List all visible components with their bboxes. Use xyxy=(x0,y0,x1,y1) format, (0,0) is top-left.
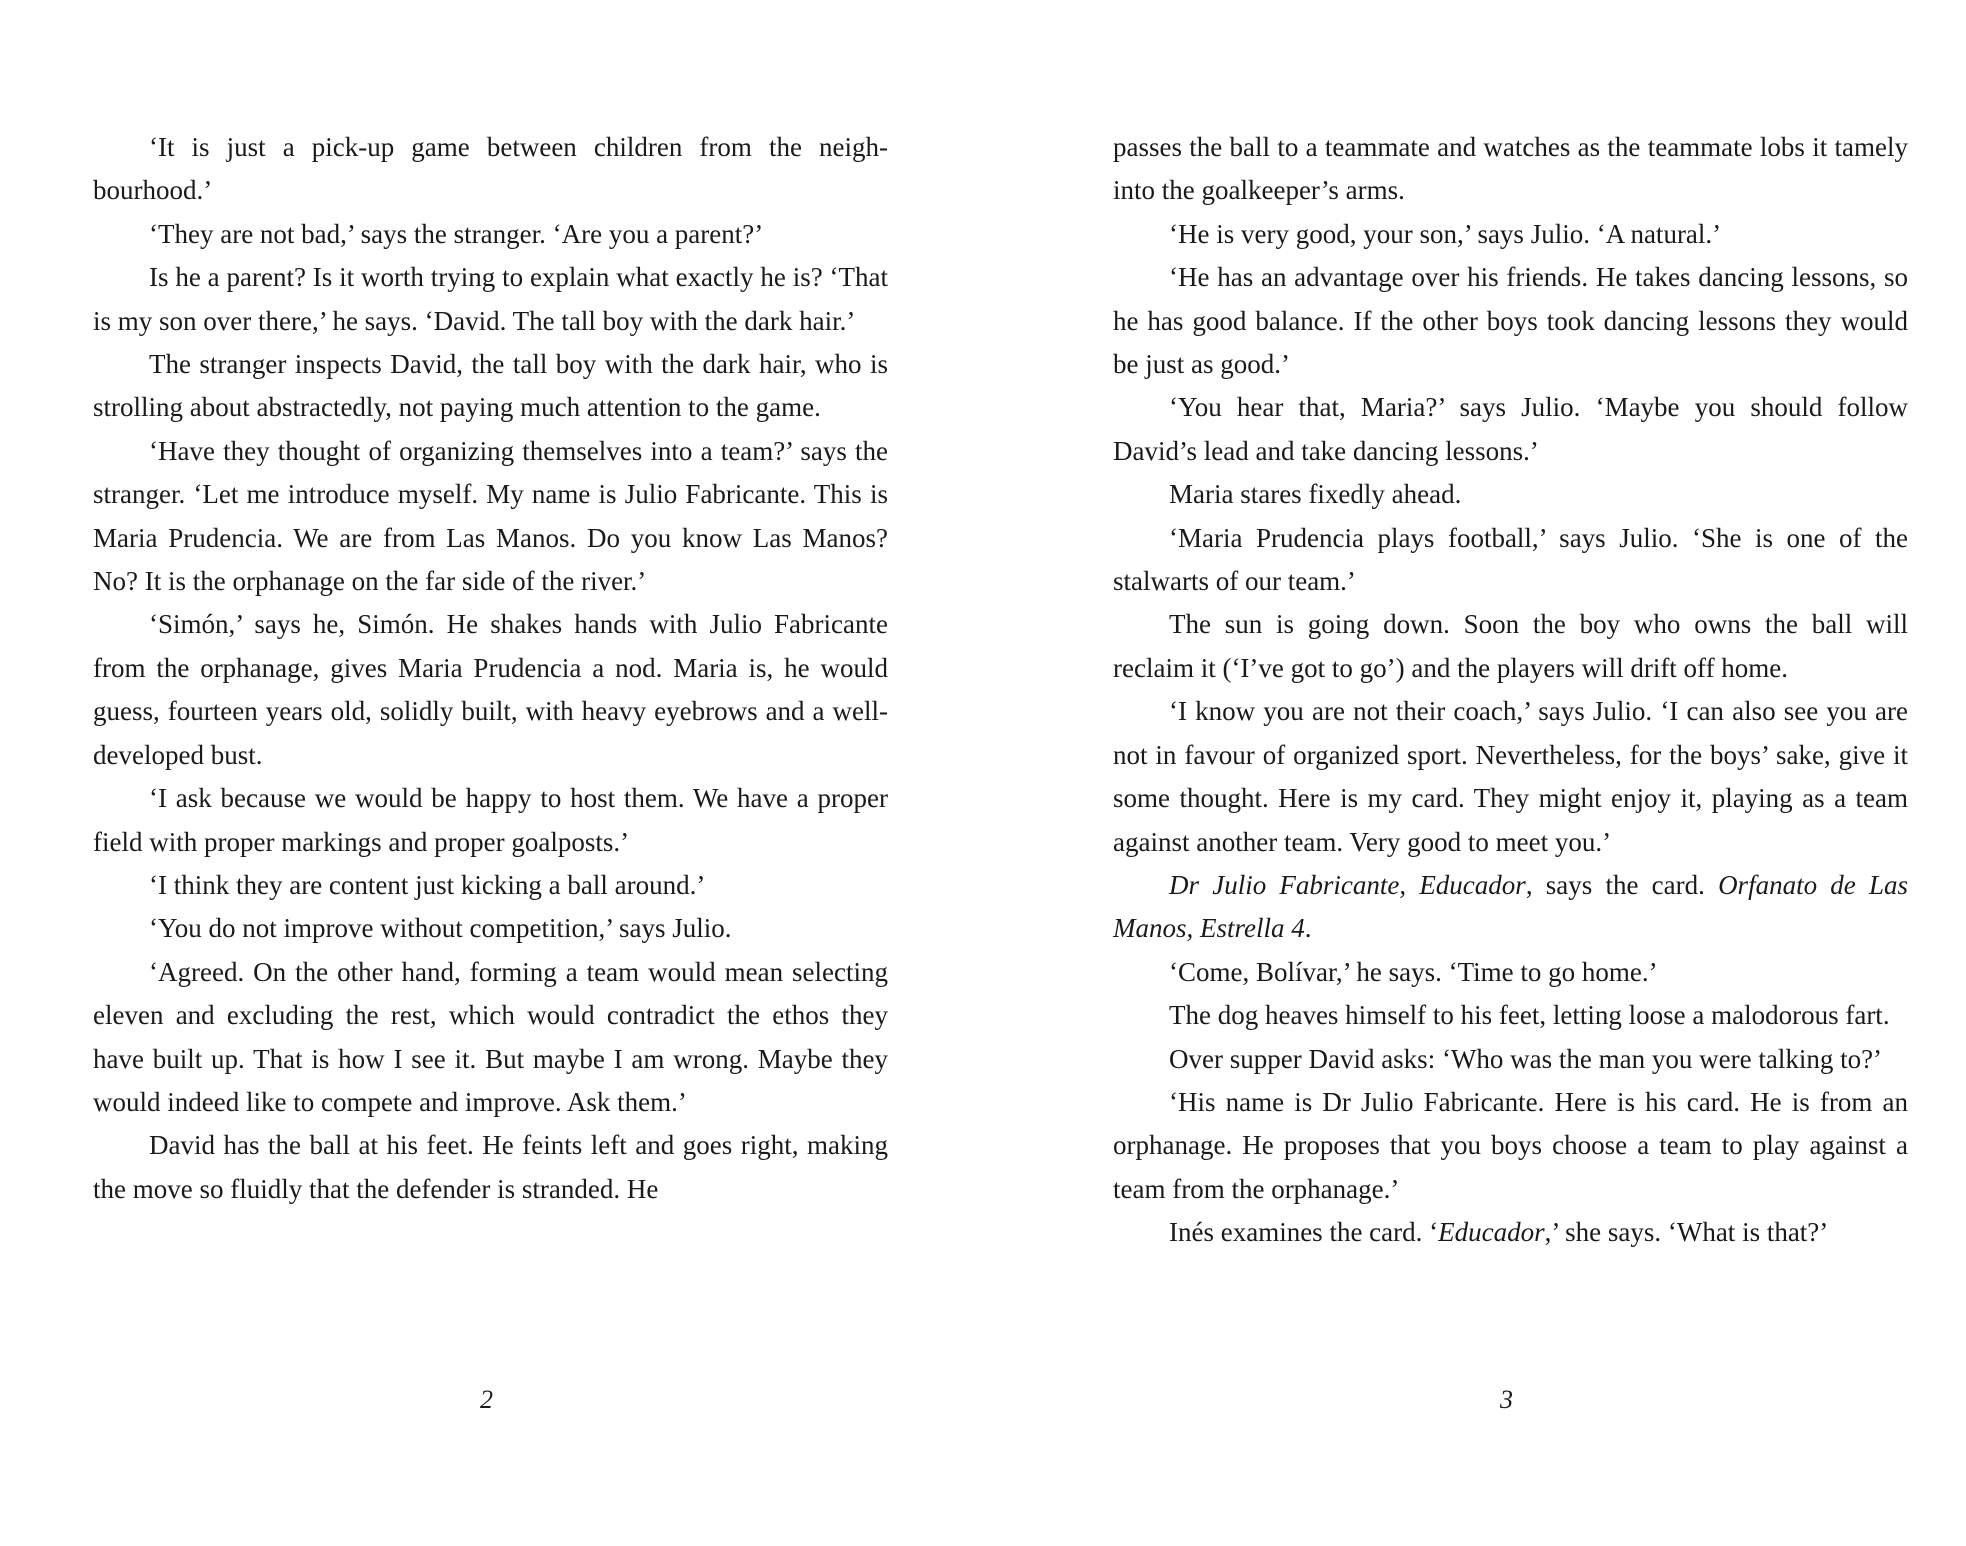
paragraph: Is he a parent? Is it worth trying to explain what exactly he is? ‘That is my son over there,’ he says. ‘David. The tall boy with the dark hair.’ xyxy=(93,262,888,336)
paragraph: David has the ball at his feet. He feints left and goes right, making the move so fluidly that the defender is stranded. He xyxy=(93,1130,888,1204)
paragraph: ‘He is very good, your son,’ says Julio. ‘A natural.’ xyxy=(1169,218,1722,249)
paragraph: ‘I know you are not their coach,’ says Julio. ‘I can also see you are not in favour of organized sport. Nevertheless, for the boys’ sake, give it some thought. Here is my card. They might enjoy it, playing as a team against another team. Very good to meet you.’ xyxy=(1113,696,1908,857)
paragraph: The stranger inspects David, the tall boy with the dark hair, who is strolling about abstractedly, not paying much attention to the game. xyxy=(93,349,888,423)
paragraph: ‘His name is Dr Julio Fabricante. Here is his card. He is from an orphanage. He proposes that you boys choose a team to play against a team from the orphanage.’ xyxy=(1113,1086,1908,1204)
paragraph: The dog heaves himself to his feet, letting loose a malodorous fart. xyxy=(1169,1000,1890,1031)
card-paragraph xyxy=(1113,864,1908,951)
paragraph: ‘It is just a pick-up game between children from the neighbourhood.’ xyxy=(93,132,888,206)
card-address: Orfanato de Las Manos, Estrella 4 xyxy=(1113,869,1908,944)
paragraph: ‘Simón,’ says he, Simón. He shakes hands with Julio Fabricante from the orphanage, gives Maria Prudencia a nod. Maria is, he would guess, fourteen years old, solidly built, with heavy eyebrows and a well-developed bust. xyxy=(93,609,888,770)
paragraph: ‘Maria Prudencia plays football,’ says Julio. ‘She is one of the stalwarts of our team.’ xyxy=(1113,522,1908,597)
card-name: Dr Julio Fabricante, Educador xyxy=(1169,869,1526,900)
paragraph: Over supper David asks: ‘Who was the man you were talking to?’ xyxy=(1169,1043,1883,1074)
left-page-text xyxy=(93,126,888,1211)
right-page-text xyxy=(1113,126,1908,1255)
paragraph: ‘Come, Bolívar,’ he says. ‘Time to go home.’ xyxy=(1169,956,1658,987)
right-page xyxy=(1113,126,1908,1255)
page-number-left: 2 xyxy=(480,1385,493,1414)
final-paragraph xyxy=(1113,1211,1908,1254)
card-text-end: . xyxy=(1304,913,1312,944)
paragraph: The sun is going down. Soon the boy who owns the ball will reclaim it (‘I’ve got to go’) and the players will drift off home. xyxy=(1113,609,1908,683)
paragraph: ‘You do not improve without competition,’ says Julio. xyxy=(149,913,732,944)
final-text-end: ,’ she says. ‘What is that?’ xyxy=(1544,1217,1829,1248)
left-page xyxy=(93,126,888,1211)
page-number-right: 3 xyxy=(1500,1385,1513,1414)
paragraph: ‘They are not bad,’ says the stranger. ‘Are you a parent?’ xyxy=(149,218,764,249)
continuation-paragraph: passes the ball to a teammate and watches as the teammate lobs it tamely into the goalkeeper’s arms. xyxy=(1113,132,1908,206)
paragraph: ‘I think they are content just kicking a ball around.’ xyxy=(149,869,706,900)
final-italic: Educador xyxy=(1438,1217,1545,1248)
paragraph: Maria stares fixedly ahead. xyxy=(1169,479,1462,510)
paragraph: ‘Have they thought of organizing themselves into a team?’ says the stranger. ‘Let me introduce myself. My name is Julio Fabricante. This is Maria Prudencia. We are from Las Manos. Do you know Las Manos? No? It is the orphanage on the far side of the river.’ xyxy=(93,435,888,597)
paragraph: ‘I ask because we would be happy to host them. We have a proper field with proper markings and proper goalposts.’ xyxy=(93,783,888,857)
paragraph: ‘You hear that, Maria?’ says Julio. ‘Maybe you should follow David’s lead and take dancing lessons.’ xyxy=(1113,392,1908,466)
paragraph: ‘Agreed. On the other hand, forming a team would mean selecting eleven and excluding the rest, which would contradict the ethos they have built up. That is how I see it. But maybe I am wrong. Maybe they would indeed like to compete and improve. Ask them.’ xyxy=(93,956,888,1117)
paragraph: ‘He has an advantage over his friends. He takes dancing lessons, so he has good balance. If the other boys took dancing lessons they would be just as good.’ xyxy=(1113,262,1908,380)
card-text: , says the card. xyxy=(1525,869,1719,900)
final-text-start: Inés examines the card. ‘ xyxy=(1169,1217,1439,1248)
